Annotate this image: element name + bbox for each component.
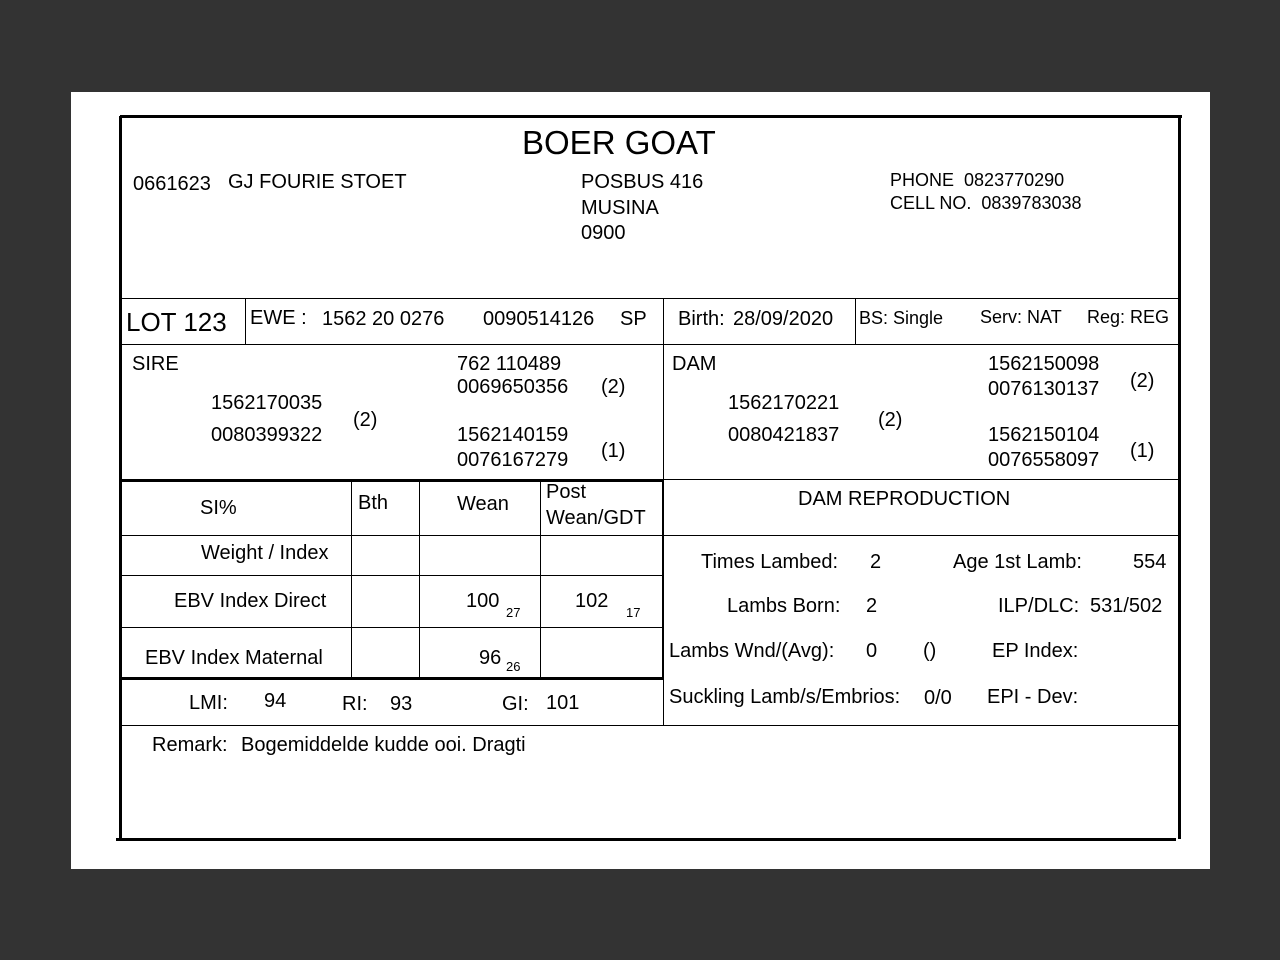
dam-of-dam-id-1: 1562150104	[988, 424, 1100, 446]
divider	[540, 480, 541, 678]
sire-note: (2)	[353, 409, 378, 431]
gi-label: GI:	[502, 693, 529, 715]
sire-id-2: 0080399322	[211, 424, 323, 446]
dam-label: DAM	[672, 353, 717, 375]
divider	[664, 479, 1180, 480]
ilp-dlc-label: ILP/DLC:	[998, 595, 1080, 617]
breeder-name: GJ FOURIE STOET	[228, 171, 407, 193]
sire-of-sire-id-1: 762 110489	[457, 353, 562, 375]
ep-index-label: EP Index:	[992, 640, 1079, 662]
bs-label: BS:	[859, 308, 889, 328]
serv-label: Serv:	[980, 307, 1023, 327]
ebv-direct-wean-sub: 27	[506, 605, 521, 620]
sire-of-sire-note: (2)	[601, 376, 626, 398]
bs-field	[859, 309, 943, 327]
address-line-1: POSBUS 416	[581, 171, 704, 193]
frame-top	[120, 115, 1182, 118]
phone-number: 0823770290	[964, 170, 1065, 190]
lambs-born-value: 2	[866, 595, 878, 617]
ewe-number: 1562 20 0276	[322, 308, 445, 330]
cell-line	[890, 194, 1082, 212]
lmi-label: LMI:	[189, 692, 228, 714]
divider	[351, 480, 352, 678]
age-first-lamb-label: Age 1st Lamb:	[953, 551, 1082, 573]
divider	[120, 298, 1180, 299]
ri-value: 93	[390, 693, 413, 715]
divider	[120, 575, 664, 576]
frame-right	[1178, 116, 1181, 839]
divider	[245, 298, 246, 344]
ilp-dlc-value: 531/502	[1090, 595, 1163, 617]
sire-of-dam-id-1: 1562150098	[988, 353, 1100, 375]
post-header-line-2: Wean/GDT	[546, 507, 646, 529]
breeder-code: 0661623	[133, 173, 211, 195]
sire-id-1: 1562170035	[211, 392, 323, 414]
times-lambed-value: 2	[870, 551, 882, 573]
suckling-value: 0/0	[924, 687, 952, 709]
ewe-id: 0090514126	[483, 308, 595, 330]
divider	[662, 480, 664, 678]
bs-value: Single	[893, 308, 944, 328]
suckling-label: Suckling Lamb/s/Embrios:	[669, 686, 901, 708]
lot-number: LOT 123	[126, 307, 227, 337]
dam-of-dam-note: (1)	[1130, 440, 1155, 462]
age-first-lamb-value: 554	[1133, 551, 1167, 573]
weight-index-label: Weight / Index	[201, 542, 329, 564]
sire-of-dam-id-2: 0076130137	[988, 378, 1100, 400]
dam-note: (2)	[878, 409, 903, 431]
dam-of-sire-note: (1)	[601, 440, 626, 462]
ebv-direct-post-sub: 17	[626, 605, 641, 620]
reg-label: Reg:	[1087, 307, 1126, 327]
ebv-direct-label: EBV Index Direct	[174, 590, 327, 612]
frame-left	[119, 116, 122, 840]
divider	[120, 535, 1180, 536]
address-line-3: 0900	[581, 222, 626, 244]
ebv-direct-post: 102	[575, 590, 609, 612]
times-lambed-label: Times Lambed:	[701, 551, 839, 573]
gi-value: 101	[546, 692, 580, 714]
lmi-value: 94	[264, 690, 287, 712]
divider	[120, 677, 664, 680]
phone-line	[890, 171, 1064, 189]
si-percent-label: SI%	[200, 497, 237, 519]
divider	[120, 344, 1180, 345]
dam-of-dam-id-2: 0076558097	[988, 449, 1100, 471]
lambs-born-label: Lambs Born:	[727, 595, 841, 617]
ebv-maternal-wean: 96	[479, 647, 502, 669]
divider	[120, 627, 664, 628]
ewe-suffix: SP	[620, 308, 647, 330]
dam-of-sire-id-1: 1562140159	[457, 424, 569, 446]
lambs-weaned-avg: ()	[923, 640, 937, 662]
dam-reproduction-title: DAM REPRODUCTION	[798, 488, 1011, 510]
wean-header: Wean	[457, 493, 509, 515]
card-title: BOER GOAT	[522, 124, 716, 161]
ebv-maternal-wean-sub: 26	[506, 659, 521, 674]
divider	[120, 725, 1180, 726]
address-line-2: MUSINA	[581, 197, 659, 219]
sire-of-dam-note: (2)	[1130, 370, 1155, 392]
reg-field	[1087, 308, 1169, 326]
ewe-label: EWE :	[250, 307, 307, 329]
cell-number: 0839783038	[981, 193, 1082, 213]
ebv-maternal-label: EBV Index Maternal	[145, 647, 323, 669]
epi-dev-label: EPI - Dev:	[987, 686, 1079, 708]
dam-of-sire-id-2: 0076167279	[457, 449, 569, 471]
lambs-weaned-label: Lambs Wnd/(Avg):	[669, 640, 835, 662]
bth-header: Bth	[358, 492, 389, 514]
divider	[419, 480, 420, 678]
remark-label: Remark:	[152, 734, 228, 756]
dam-id-1: 1562170221	[728, 392, 840, 414]
dam-id-2: 0080421837	[728, 424, 840, 446]
lambs-weaned-value: 0	[866, 640, 878, 662]
birth-label: Birth:	[678, 308, 725, 330]
serv-field	[980, 308, 1062, 326]
divider	[855, 298, 856, 344]
ebv-direct-wean: 100	[466, 590, 500, 612]
reg-value: REG	[1130, 307, 1170, 327]
ri-label: RI:	[342, 693, 368, 715]
serv-value: NAT	[1027, 307, 1062, 327]
phone-label: PHONE	[890, 170, 955, 190]
frame-bottom	[116, 838, 1176, 841]
post-header-line-1: Post	[546, 481, 587, 503]
remark-text: Bogemiddelde kudde ooi. Dragti	[241, 734, 526, 756]
sire-of-sire-id-2: 0069650356	[457, 376, 569, 398]
cell-label: CELL NO.	[890, 193, 972, 213]
birth-date: 28/09/2020	[733, 308, 834, 330]
sire-label: SIRE	[132, 353, 179, 375]
